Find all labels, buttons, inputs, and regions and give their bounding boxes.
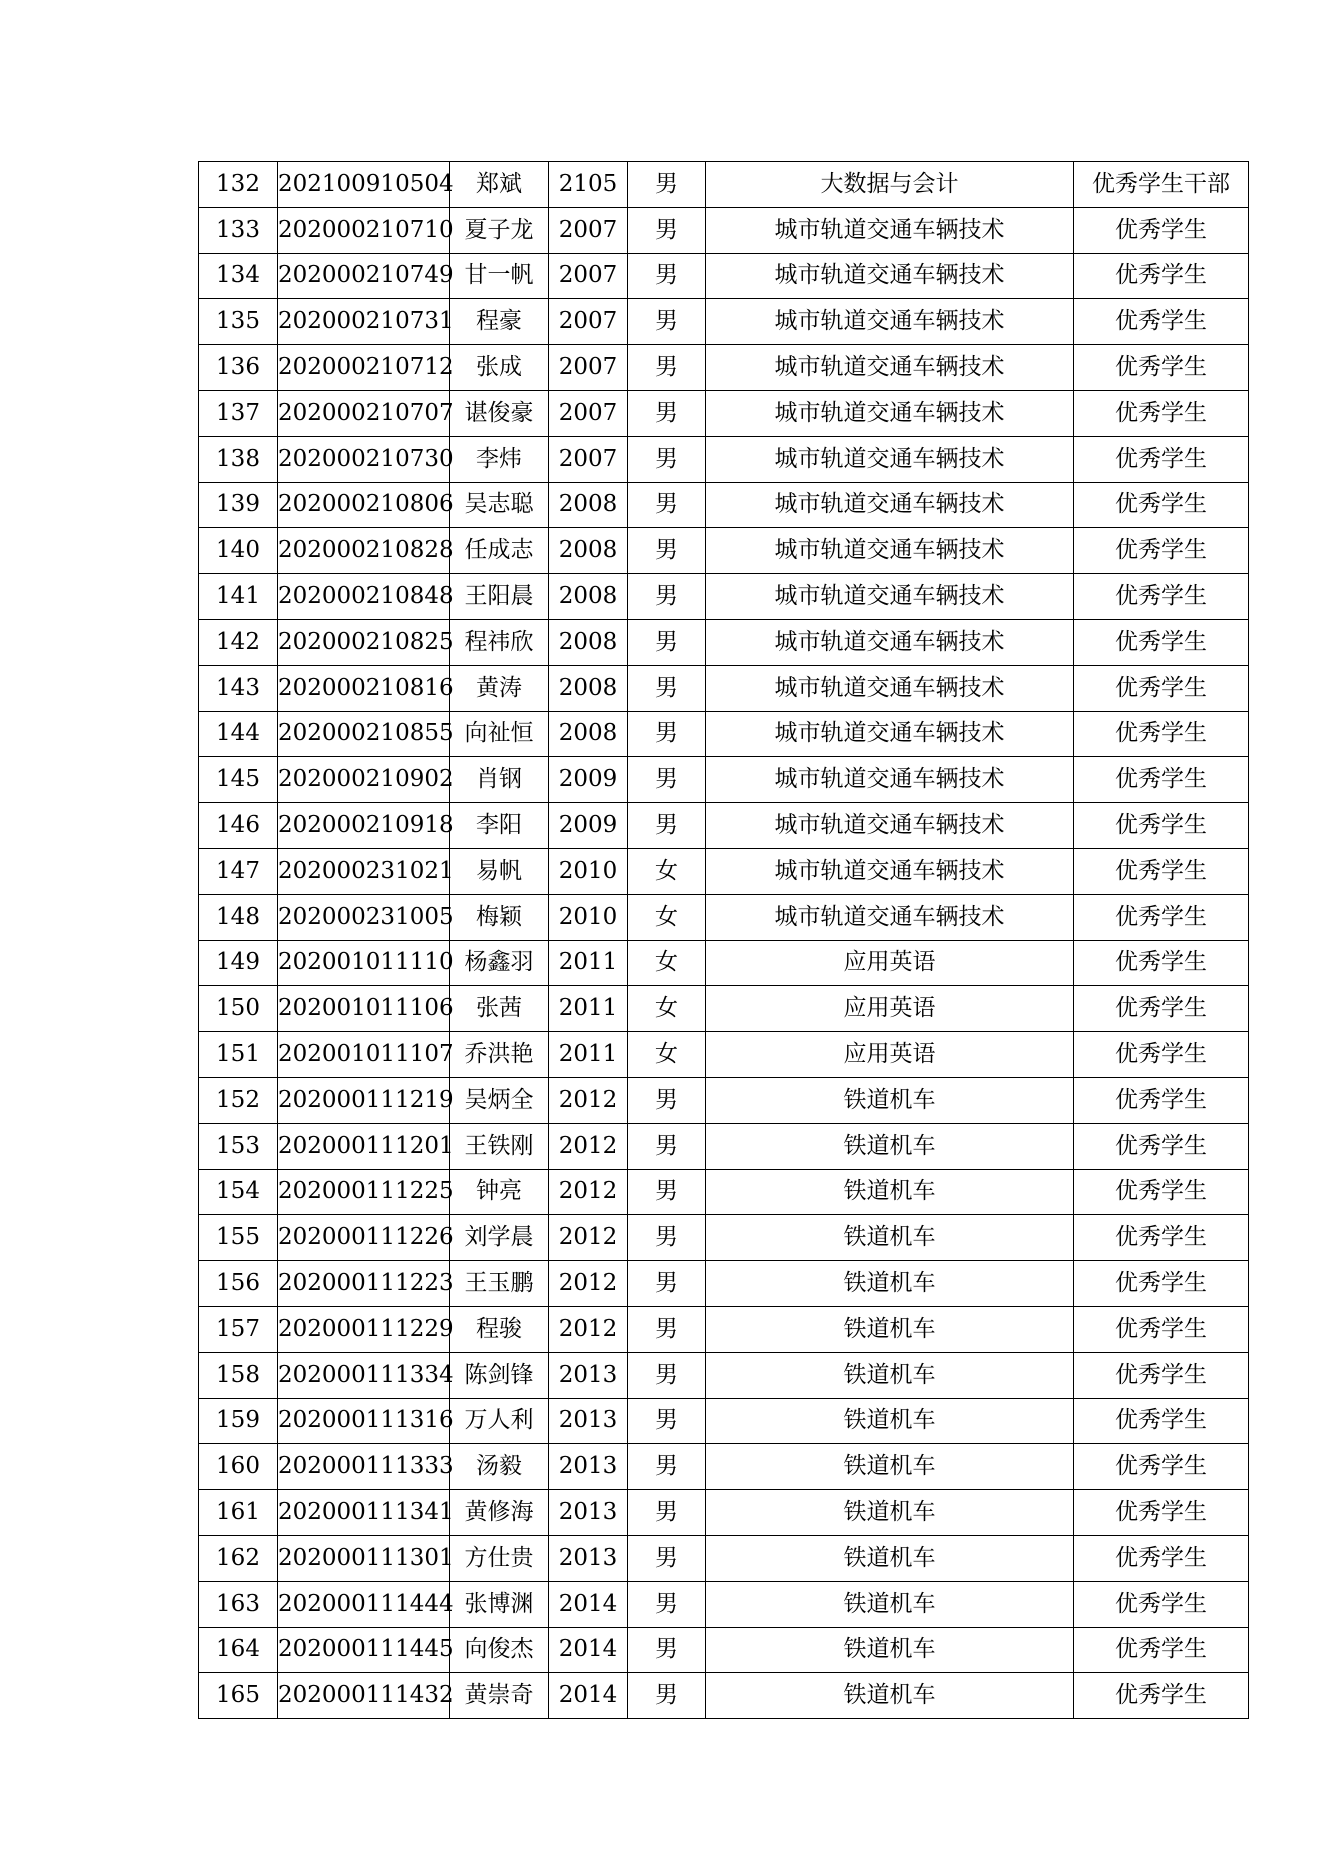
table-row [199, 1490, 1249, 1536]
gender-cell: 男 [628, 528, 706, 574]
student-id-cell: 202000210710 [278, 207, 450, 253]
row-number-cell: 144 [199, 711, 278, 757]
class-code-cell: 2009 [549, 757, 628, 803]
award-cell: 优秀学生 [1074, 757, 1249, 803]
student-id-cell: 202000210816 [278, 665, 450, 711]
student-id-cell: 202000210730 [278, 436, 450, 482]
table-row [199, 711, 1249, 757]
row-number-cell: 161 [199, 1490, 278, 1536]
award-cell: 优秀学生 [1074, 482, 1249, 528]
student-name-cell: 张成 [450, 345, 549, 391]
row-number-cell: 157 [199, 1306, 278, 1352]
gender-cell: 男 [628, 1444, 706, 1490]
gender-cell: 男 [628, 1169, 706, 1215]
class-code-cell: 2007 [549, 390, 628, 436]
table-row [199, 986, 1249, 1032]
award-cell: 优秀学生 [1074, 1123, 1249, 1169]
student-name-cell: 张茜 [450, 986, 549, 1032]
major-cell: 铁道机车 [706, 1169, 1074, 1215]
row-number-cell: 149 [199, 940, 278, 986]
class-code-cell: 2014 [549, 1673, 628, 1719]
major-cell: 城市轨道交通车辆技术 [706, 803, 1074, 849]
student-id-cell: 202000111301 [278, 1535, 450, 1581]
table-row [199, 1535, 1249, 1581]
student-name-cell: 黄涛 [450, 665, 549, 711]
award-cell: 优秀学生 [1074, 803, 1249, 849]
major-cell: 铁道机车 [706, 1306, 1074, 1352]
gender-cell: 男 [628, 1077, 706, 1123]
table-row [199, 253, 1249, 299]
award-cell: 优秀学生 [1074, 1215, 1249, 1261]
gender-cell: 男 [628, 1490, 706, 1536]
student-id-cell: 202000111229 [278, 1306, 450, 1352]
class-code-cell: 2012 [549, 1123, 628, 1169]
gender-cell: 男 [628, 1673, 706, 1719]
award-cell: 优秀学生 [1074, 207, 1249, 253]
class-code-cell: 2008 [549, 482, 628, 528]
major-cell: 应用英语 [706, 940, 1074, 986]
class-code-cell: 2008 [549, 619, 628, 665]
table-row [199, 1261, 1249, 1307]
class-code-cell: 2007 [549, 345, 628, 391]
student-name-cell: 王玉鹏 [450, 1261, 549, 1307]
student-id-cell: 202000210848 [278, 574, 450, 620]
award-cell: 优秀学生 [1074, 1032, 1249, 1078]
major-cell: 大数据与会计 [706, 162, 1074, 208]
gender-cell: 男 [628, 619, 706, 665]
major-cell: 城市轨道交通车辆技术 [706, 574, 1074, 620]
table-row [199, 299, 1249, 345]
row-number-cell: 143 [199, 665, 278, 711]
student-name-cell: 陈剑锋 [450, 1352, 549, 1398]
table-row [199, 1306, 1249, 1352]
class-code-cell: 2010 [549, 848, 628, 894]
student-name-cell: 肖钢 [450, 757, 549, 803]
award-cell: 优秀学生 [1074, 1306, 1249, 1352]
major-cell: 铁道机车 [706, 1215, 1074, 1261]
row-number-cell: 141 [199, 574, 278, 620]
student-name-cell: 王铁刚 [450, 1123, 549, 1169]
major-cell: 铁道机车 [706, 1581, 1074, 1627]
student-id-cell: 202000210806 [278, 482, 450, 528]
award-cell: 优秀学生 [1074, 345, 1249, 391]
student-name-cell: 张博渊 [450, 1581, 549, 1627]
student-name-cell: 向祉恒 [450, 711, 549, 757]
award-cell: 优秀学生 [1074, 1169, 1249, 1215]
student-id-cell: 202000210918 [278, 803, 450, 849]
gender-cell: 男 [628, 299, 706, 345]
major-cell: 铁道机车 [706, 1352, 1074, 1398]
table-row [199, 345, 1249, 391]
class-code-cell: 2011 [549, 940, 628, 986]
major-cell: 城市轨道交通车辆技术 [706, 482, 1074, 528]
table-row [199, 1123, 1249, 1169]
major-cell: 城市轨道交通车辆技术 [706, 299, 1074, 345]
student-id-cell: 202000111201 [278, 1123, 450, 1169]
major-cell: 应用英语 [706, 1032, 1074, 1078]
row-number-cell: 153 [199, 1123, 278, 1169]
table-row [199, 1077, 1249, 1123]
student-name-cell: 钟亮 [450, 1169, 549, 1215]
major-cell: 铁道机车 [706, 1398, 1074, 1444]
table-row [199, 1352, 1249, 1398]
class-code-cell: 2014 [549, 1581, 628, 1627]
student-id-cell: 202000111225 [278, 1169, 450, 1215]
row-number-cell: 137 [199, 390, 278, 436]
row-number-cell: 145 [199, 757, 278, 803]
award-list-table [198, 161, 1249, 1719]
student-name-cell: 乔洪艳 [450, 1032, 549, 1078]
row-number-cell: 140 [199, 528, 278, 574]
award-cell: 优秀学生 [1074, 619, 1249, 665]
table-row [199, 665, 1249, 711]
award-cell: 优秀学生 [1074, 1352, 1249, 1398]
class-code-cell: 2008 [549, 711, 628, 757]
table-row [199, 390, 1249, 436]
major-cell: 城市轨道交通车辆技术 [706, 711, 1074, 757]
gender-cell: 男 [628, 1123, 706, 1169]
student-name-cell: 郑斌 [450, 162, 549, 208]
award-cell: 优秀学生 [1074, 1673, 1249, 1719]
award-cell: 优秀学生 [1074, 574, 1249, 620]
major-cell: 铁道机车 [706, 1627, 1074, 1673]
class-code-cell: 2014 [549, 1627, 628, 1673]
major-cell: 应用英语 [706, 986, 1074, 1032]
class-code-cell: 2013 [549, 1490, 628, 1536]
student-id-cell: 202000210825 [278, 619, 450, 665]
award-cell: 优秀学生 [1074, 894, 1249, 940]
gender-cell: 男 [628, 1581, 706, 1627]
student-id-cell: 202000210749 [278, 253, 450, 299]
class-code-cell: 2012 [549, 1306, 628, 1352]
table-row [199, 757, 1249, 803]
student-id-cell: 202000210712 [278, 345, 450, 391]
gender-cell: 女 [628, 894, 706, 940]
row-number-cell: 142 [199, 619, 278, 665]
student-name-cell: 李炜 [450, 436, 549, 482]
gender-cell: 女 [628, 986, 706, 1032]
class-code-cell: 2008 [549, 528, 628, 574]
row-number-cell: 150 [199, 986, 278, 1032]
class-code-cell: 2008 [549, 665, 628, 711]
row-number-cell: 162 [199, 1535, 278, 1581]
row-number-cell: 139 [199, 482, 278, 528]
table-row [199, 1581, 1249, 1627]
major-cell: 城市轨道交通车辆技术 [706, 894, 1074, 940]
student-name-cell: 易帆 [450, 848, 549, 894]
class-code-cell: 2009 [549, 803, 628, 849]
student-id-cell: 202000111445 [278, 1627, 450, 1673]
student-id-cell: 202000210902 [278, 757, 450, 803]
student-name-cell: 任成志 [450, 528, 549, 574]
major-cell: 城市轨道交通车辆技术 [706, 390, 1074, 436]
table-row [199, 1627, 1249, 1673]
student-name-cell: 向俊杰 [450, 1627, 549, 1673]
major-cell: 城市轨道交通车辆技术 [706, 436, 1074, 482]
student-id-cell: 202000210855 [278, 711, 450, 757]
student-name-cell: 夏子龙 [450, 207, 549, 253]
table-row [199, 207, 1249, 253]
class-code-cell: 2013 [549, 1535, 628, 1581]
class-code-cell: 2007 [549, 299, 628, 345]
major-cell: 城市轨道交通车辆技术 [706, 757, 1074, 803]
major-cell: 城市轨道交通车辆技术 [706, 665, 1074, 711]
major-cell: 城市轨道交通车辆技术 [706, 528, 1074, 574]
table-row [199, 1215, 1249, 1261]
table-row [199, 1032, 1249, 1078]
student-id-cell: 202001011106 [278, 986, 450, 1032]
major-cell: 铁道机车 [706, 1261, 1074, 1307]
class-code-cell: 2008 [549, 574, 628, 620]
row-number-cell: 146 [199, 803, 278, 849]
student-id-cell: 202000111444 [278, 1581, 450, 1627]
row-number-cell: 165 [199, 1673, 278, 1719]
row-number-cell: 132 [199, 162, 278, 208]
table-row [199, 528, 1249, 574]
row-number-cell: 163 [199, 1581, 278, 1627]
row-number-cell: 135 [199, 299, 278, 345]
student-name-cell: 黄修海 [450, 1490, 549, 1536]
award-cell: 优秀学生 [1074, 848, 1249, 894]
student-id-cell: 202000210731 [278, 299, 450, 345]
award-cell: 优秀学生 [1074, 1581, 1249, 1627]
gender-cell: 男 [628, 1398, 706, 1444]
row-number-cell: 155 [199, 1215, 278, 1261]
award-cell: 优秀学生 [1074, 253, 1249, 299]
student-id-cell: 202000111432 [278, 1673, 450, 1719]
gender-cell: 男 [628, 1535, 706, 1581]
row-number-cell: 159 [199, 1398, 278, 1444]
award-cell: 优秀学生 [1074, 711, 1249, 757]
student-name-cell: 甘一帆 [450, 253, 549, 299]
student-name-cell: 万人利 [450, 1398, 549, 1444]
student-name-cell: 谌俊豪 [450, 390, 549, 436]
table-row [199, 1444, 1249, 1490]
class-code-cell: 2007 [549, 436, 628, 482]
gender-cell: 男 [628, 574, 706, 620]
gender-cell: 男 [628, 1261, 706, 1307]
major-cell: 城市轨道交通车辆技术 [706, 619, 1074, 665]
student-id-cell: 202000111316 [278, 1398, 450, 1444]
row-number-cell: 164 [199, 1627, 278, 1673]
class-code-cell: 2013 [549, 1398, 628, 1444]
gender-cell: 男 [628, 345, 706, 391]
row-number-cell: 134 [199, 253, 278, 299]
table-row [199, 940, 1249, 986]
table-row [199, 1673, 1249, 1719]
gender-cell: 男 [628, 757, 706, 803]
gender-cell: 女 [628, 848, 706, 894]
student-id-cell: 202000210828 [278, 528, 450, 574]
table-row [199, 1169, 1249, 1215]
award-cell: 优秀学生 [1074, 1398, 1249, 1444]
student-name-cell: 黄崇奇 [450, 1673, 549, 1719]
table-row [199, 803, 1249, 849]
award-cell: 优秀学生 [1074, 1627, 1249, 1673]
student-id-cell: 202000231005 [278, 894, 450, 940]
major-cell: 城市轨道交通车辆技术 [706, 253, 1074, 299]
gender-cell: 男 [628, 207, 706, 253]
row-number-cell: 136 [199, 345, 278, 391]
row-number-cell: 160 [199, 1444, 278, 1490]
award-cell: 优秀学生 [1074, 986, 1249, 1032]
award-cell: 优秀学生 [1074, 436, 1249, 482]
major-cell: 城市轨道交通车辆技术 [706, 207, 1074, 253]
student-id-cell: 202000111334 [278, 1352, 450, 1398]
class-code-cell: 2013 [549, 1352, 628, 1398]
student-id-cell: 202000111341 [278, 1490, 450, 1536]
major-cell: 城市轨道交通车辆技术 [706, 345, 1074, 391]
row-number-cell: 154 [199, 1169, 278, 1215]
gender-cell: 男 [628, 1627, 706, 1673]
student-id-cell: 202000111333 [278, 1444, 450, 1490]
student-name-cell: 吴炳全 [450, 1077, 549, 1123]
student-id-cell: 202000231021 [278, 848, 450, 894]
gender-cell: 男 [628, 1306, 706, 1352]
class-code-cell: 2007 [549, 253, 628, 299]
gender-cell: 男 [628, 390, 706, 436]
student-name-cell: 杨鑫羽 [450, 940, 549, 986]
student-name-cell: 程豪 [450, 299, 549, 345]
gender-cell: 女 [628, 940, 706, 986]
row-number-cell: 151 [199, 1032, 278, 1078]
table-row [199, 848, 1249, 894]
award-cell: 优秀学生 [1074, 1535, 1249, 1581]
major-cell: 铁道机车 [706, 1673, 1074, 1719]
student-id-cell: 202000111223 [278, 1261, 450, 1307]
row-number-cell: 156 [199, 1261, 278, 1307]
gender-cell: 男 [628, 665, 706, 711]
award-cell: 优秀学生 [1074, 299, 1249, 345]
row-number-cell: 138 [199, 436, 278, 482]
table-row [199, 482, 1249, 528]
gender-cell: 男 [628, 436, 706, 482]
award-cell: 优秀学生 [1074, 665, 1249, 711]
award-list-body [199, 162, 1249, 1719]
class-code-cell: 2010 [549, 894, 628, 940]
student-id-cell: 202000111226 [278, 1215, 450, 1261]
table-row [199, 574, 1249, 620]
gender-cell: 男 [628, 1352, 706, 1398]
gender-cell: 男 [628, 253, 706, 299]
class-code-cell: 2007 [549, 207, 628, 253]
major-cell: 铁道机车 [706, 1123, 1074, 1169]
class-code-cell: 2012 [549, 1169, 628, 1215]
class-code-cell: 2013 [549, 1444, 628, 1490]
gender-cell: 男 [628, 711, 706, 757]
major-cell: 铁道机车 [706, 1444, 1074, 1490]
award-cell: 优秀学生 [1074, 390, 1249, 436]
row-number-cell: 133 [199, 207, 278, 253]
class-code-cell: 2105 [549, 162, 628, 208]
student-name-cell: 方仕贵 [450, 1535, 549, 1581]
class-code-cell: 2011 [549, 986, 628, 1032]
student-name-cell: 吴志聪 [450, 482, 549, 528]
table-row [199, 436, 1249, 482]
gender-cell: 女 [628, 1032, 706, 1078]
student-name-cell: 汤毅 [450, 1444, 549, 1490]
award-cell: 优秀学生 [1074, 1077, 1249, 1123]
major-cell: 铁道机车 [706, 1535, 1074, 1581]
gender-cell: 男 [628, 482, 706, 528]
award-cell: 优秀学生 [1074, 1490, 1249, 1536]
row-number-cell: 148 [199, 894, 278, 940]
row-number-cell: 152 [199, 1077, 278, 1123]
student-id-cell: 202001011107 [278, 1032, 450, 1078]
class-code-cell: 2012 [549, 1077, 628, 1123]
major-cell: 铁道机车 [706, 1490, 1074, 1536]
table-row [199, 619, 1249, 665]
major-cell: 铁道机车 [706, 1077, 1074, 1123]
table-row [199, 1398, 1249, 1444]
student-name-cell: 梅颖 [450, 894, 549, 940]
student-name-cell: 李阳 [450, 803, 549, 849]
award-cell: 优秀学生 [1074, 1261, 1249, 1307]
major-cell: 城市轨道交通车辆技术 [706, 848, 1074, 894]
row-number-cell: 158 [199, 1352, 278, 1398]
student-id-cell: 202001011110 [278, 940, 450, 986]
row-number-cell: 147 [199, 848, 278, 894]
student-name-cell: 程祎欣 [450, 619, 549, 665]
gender-cell: 男 [628, 803, 706, 849]
award-cell: 优秀学生 [1074, 940, 1249, 986]
class-code-cell: 2012 [549, 1261, 628, 1307]
class-code-cell: 2012 [549, 1215, 628, 1261]
student-id-cell: 202000210707 [278, 390, 450, 436]
student-name-cell: 刘学晨 [450, 1215, 549, 1261]
award-cell: 优秀学生 [1074, 528, 1249, 574]
student-id-cell: 202000111219 [278, 1077, 450, 1123]
award-cell: 优秀学生 [1074, 1444, 1249, 1490]
table-row [199, 162, 1249, 208]
class-code-cell: 2011 [549, 1032, 628, 1078]
gender-cell: 男 [628, 162, 706, 208]
student-name-cell: 程骏 [450, 1306, 549, 1352]
student-name-cell: 王阳晨 [450, 574, 549, 620]
table-row [199, 894, 1249, 940]
award-cell: 优秀学生干部 [1074, 162, 1249, 208]
gender-cell: 男 [628, 1215, 706, 1261]
student-id-cell: 202100910504 [278, 162, 450, 208]
